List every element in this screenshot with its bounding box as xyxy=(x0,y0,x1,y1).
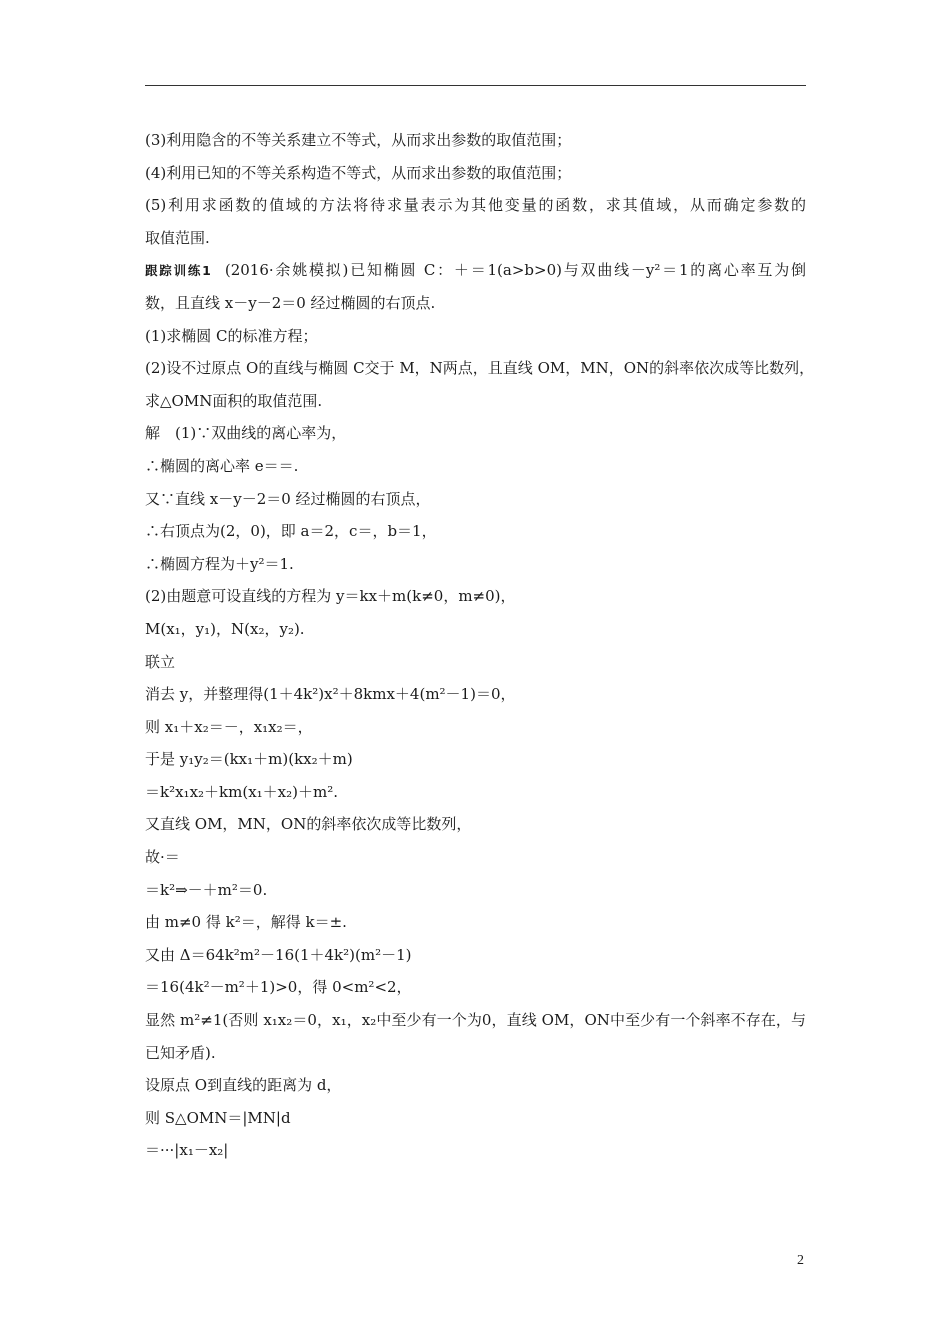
line-text: M(x₁，y₁)，N(x₂，y₂). xyxy=(145,619,305,638)
text-line xyxy=(145,352,815,385)
line-text: ∴椭圆方程为＋y²＝1. xyxy=(145,554,294,573)
text-line xyxy=(145,450,806,483)
text-line xyxy=(145,124,806,157)
text-line xyxy=(145,483,806,516)
text-line xyxy=(145,515,806,548)
text-line xyxy=(145,1037,806,1070)
text-line xyxy=(145,971,806,1004)
line-text: 则 x₁＋x₂＝－，x₁x₂＝， xyxy=(145,717,313,736)
header-rule xyxy=(145,85,806,86)
text-line xyxy=(145,320,806,353)
text-line xyxy=(145,287,806,320)
text-line xyxy=(145,222,806,255)
line-text: 则 S△OMN＝|MN|d xyxy=(145,1108,291,1127)
line-text: ＝16(4k²－m²＋1)>0，得 0<m²<2， xyxy=(145,978,412,997)
line-text: ＝···|x₁－x₂| xyxy=(145,1141,229,1160)
text-line xyxy=(145,613,806,646)
text-line xyxy=(145,808,806,841)
text-line xyxy=(145,711,806,744)
text-line xyxy=(145,157,806,190)
text-line xyxy=(145,580,806,613)
line-text: 又直线 OM，MN，ON的斜率依次成等比数列， xyxy=(145,815,472,834)
line-text: (5)利用求函数的值域的方法将待求量表示为其他变量的函数，求其值域，从而确定参数的 xyxy=(145,196,806,215)
document-body xyxy=(145,124,815,1167)
line-text: ＝k²x₁x₂＋km(x₁＋x₂)＋m². xyxy=(145,782,339,801)
page-number: 2 xyxy=(797,1253,804,1268)
line-text: 联立 xyxy=(145,652,176,671)
text-line xyxy=(145,548,806,581)
text-line xyxy=(145,646,806,679)
line-text: 求△OMN面积的取值范围. xyxy=(145,391,323,410)
text-line xyxy=(145,939,806,972)
text-line xyxy=(145,417,806,450)
line-text: (4)利用已知的不等关系构造不等式，从而求出参数的取值范围； xyxy=(145,163,572,182)
text-line xyxy=(145,776,806,809)
text-line xyxy=(145,841,806,874)
line-text: 又∵直线 x－y－2＝0 经过椭圆的右顶点， xyxy=(145,489,431,508)
line-text: (1)求椭圆 C的标准方程； xyxy=(145,326,318,345)
text-line xyxy=(145,1004,806,1037)
text-line xyxy=(145,385,806,418)
line-text: 数，且直线 x－y－2＝0 经过椭圆的右顶点. xyxy=(145,293,436,312)
text-line xyxy=(145,189,806,222)
exercise-tag: 跟踪训练1 xyxy=(145,263,211,279)
line-text: 于是 y₁y₂＝(kx₁＋m)(kx₂＋m) xyxy=(145,750,353,769)
line-text: 取值范围. xyxy=(145,228,210,247)
line-text: 解 (1)∵双曲线的离心率为， xyxy=(145,424,347,443)
line-text: 故·＝ xyxy=(145,848,180,867)
line-text: ＝k²⇒－＋m²＝0. xyxy=(145,880,268,899)
line-text: 消去 y，并整理得(1＋4k²)x²＋8kmx＋4(m²－1)＝0， xyxy=(145,685,516,704)
line-text: (2016·余姚模拟)已知椭圆 C：＋＝1(a>b>0)与双曲线－y²＝1的离心率互为倒 xyxy=(224,261,806,280)
line-text: (2)设不过原点 O的直线与椭圆 C交于 M，N两点，且直线 OM，MN，ON的斜率依次成等比数列， xyxy=(145,359,815,378)
text-line xyxy=(145,743,806,776)
text-line xyxy=(145,1134,806,1167)
text-line xyxy=(145,678,806,711)
line-text: 已知矛盾). xyxy=(145,1043,216,1062)
text-line xyxy=(145,1069,806,1102)
line-text: 显然 m²≠1(否则 x₁x₂＝0，x₁，x₂中至少有一个为0，直线 OM，ON中至少有一个斜率不存在，与 xyxy=(145,1011,806,1030)
line-text: (3)利用隐含的不等关系建立不等式，从而求出参数的取值范围； xyxy=(145,131,572,149)
line-text: ∴椭圆的离心率 e＝＝. xyxy=(145,456,299,475)
line-text: 又由 Δ＝64k²m²－16(1＋4k²)(m²－1) xyxy=(145,945,412,964)
text-line xyxy=(145,874,806,907)
text-line xyxy=(145,254,806,287)
line-text: 由 m≠0 得 k²＝，解得 k＝±. xyxy=(145,913,347,932)
line-text: (2)由题意可设直线的方程为 y＝kx＋m(k≠0，m≠0)， xyxy=(145,587,516,606)
line-text: 设原点 O到直线的距离为 d， xyxy=(145,1076,342,1095)
text-line xyxy=(145,1102,806,1135)
text-line xyxy=(145,906,806,939)
line-text: ∴右顶点为(2，0)，即 a＝2，c＝，b＝1， xyxy=(145,522,437,541)
